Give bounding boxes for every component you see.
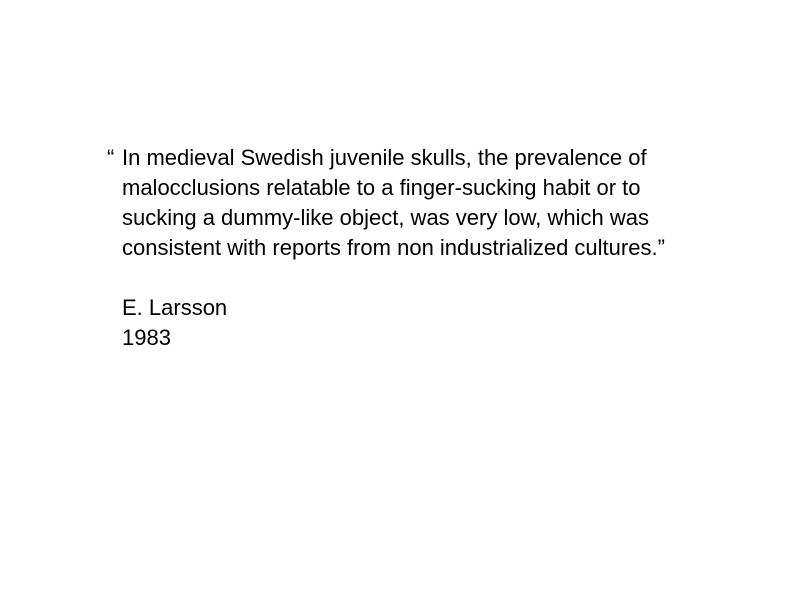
quote-block (107, 143, 747, 263)
quote-line: consistent with reports from non industrialized cultures.” (122, 235, 665, 260)
quote-line: sucking a dummy-like object, was very low, which was (122, 205, 649, 230)
quote-line: malocclusions relatable to a finger-sucking habit or to (122, 175, 641, 200)
open-quote-mark: “ (107, 145, 115, 170)
quote-year: 1983 (122, 325, 171, 350)
quote-line: In medieval Swedish juvenile skulls, the prevalence of (122, 145, 647, 170)
attribution (122, 293, 227, 353)
author-name: E. Larsson (122, 295, 228, 320)
